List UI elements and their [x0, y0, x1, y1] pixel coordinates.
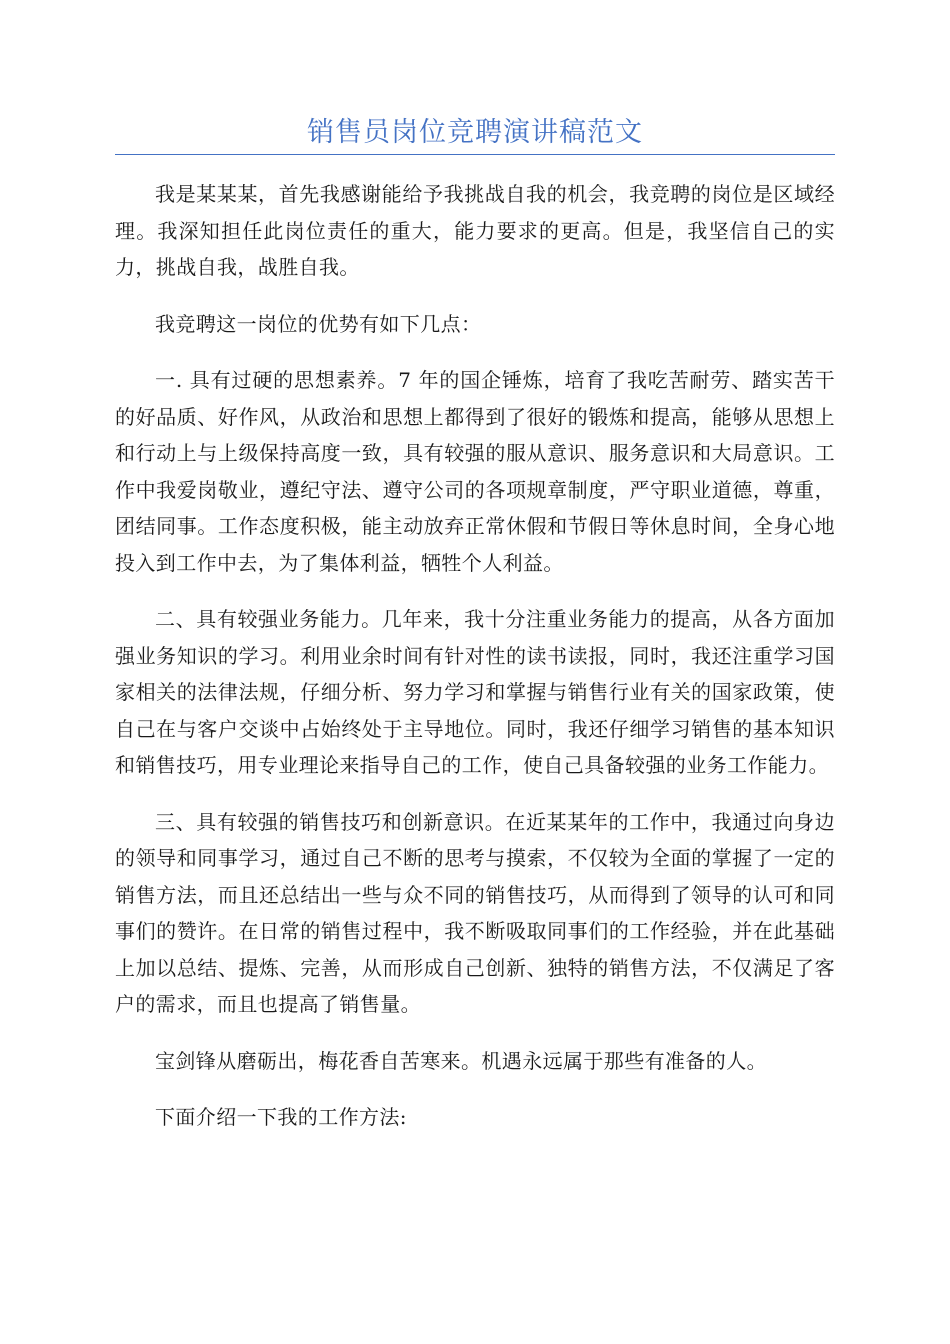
paragraph-intro: 我是某某某，首先我感谢能给予我挑战自我的机会，我竞聘的岗位是区域经理。我深知担任此岗位责任的重大，能力要求的更高。但是，我坚信自己的实力，挑战自我，战胜自我。 [115, 182, 835, 279]
title-underline [115, 154, 835, 155]
paragraph-proverb: 宝剑锋从磨砺出，梅花香自苦寒来。机遇永远属于那些有准备的人。 [155, 1048, 767, 1073]
paragraph-advantages-heading: 我竞聘这一岗位的优势有如下几点： [155, 311, 482, 336]
paragraph-advantage-two: 二、具有较强业务能力。几年来，我十分注重业务能力的提高，从各方面加强业务知识的学习。利用业余时间有针对性的读书读报，同时，我还注重学习国家相关的法律法规，仔细分析、努力学习和掌握与销售行业有关的国家政策，使自己在与客户交谈中占始终处于主导地位。同时，我还仔细学习销售的基本知识和销售技巧，用专业理论来指导自己的工作，使自己具备较强的业务工作能力。 [115, 607, 835, 777]
document-title: 销售员岗位竞聘演讲稿范文 [307, 117, 643, 148]
paragraph-advantage-one: 一. 具有过硬的思想素养。7 年的国企锤炼，培育了我吃苦耐劳、踏实苦干的好品质、好作风，从政治和思想上都得到了很好的锻炼和提高，能够从思想上和行动上与上级保持高度一致，具有较强的服从意识、服务意识和大局意识。工作中我爱岗敬业，遵纪守法、遵守公司的各项规章制度，严守职业道德，尊重，团结同事。工作态度积极，能主动放弃正常休假和节假日等休息时间，全身心地投入到工作中去，为了集体利益，牺牲个人利益。 [115, 368, 835, 575]
paragraph-methods-intro: 下面介绍一下我的工作方法: [155, 1105, 407, 1129]
paragraph-advantage-three: 三、具有较强的销售技巧和创新意识。在近某某年的工作中，我通过向身边的领导和同事学习，通过自己不断的思考与摸索，不仅较为全面的掌握了一定的销售方法，而且还总结出一些与众不同的销售技巧，从而得到了领导的认可和同事们的赞许。在日常的销售过程中，我不断吸取同事们的工作经验，并在此基础上加以总结、提炼、完善，从而形成自己创新、独特的销售方法，不仅满足了客户的需求，而且也提高了销售量。 [115, 809, 835, 1016]
document-body [115, 176, 835, 1156]
